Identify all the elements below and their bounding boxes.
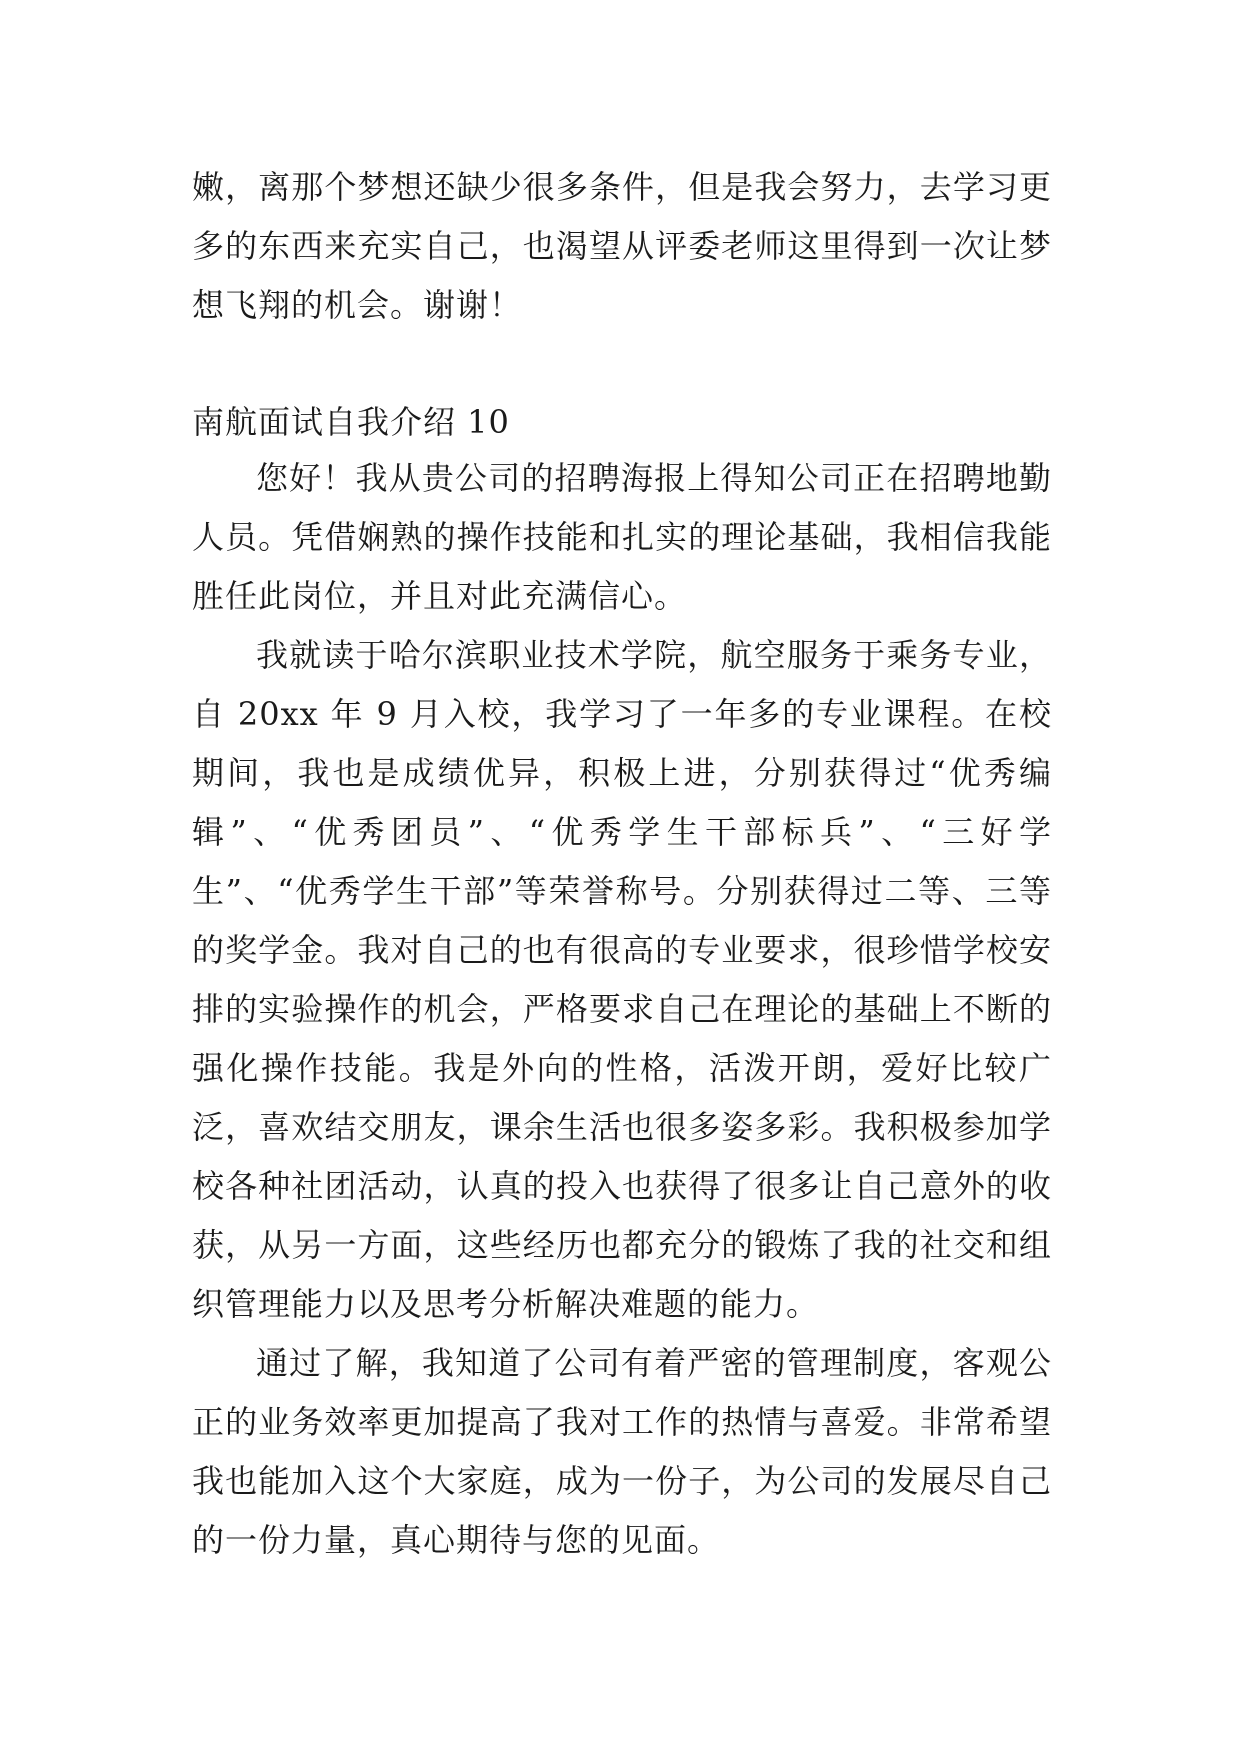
section-title: 南航面试自我介绍 10 [192, 403, 510, 441]
intro-paragraph: 嫩，离那个梦想还缺少很多条件，但是我会努力，去学习更多的东西来充实自己，也渴望从评委老师这里得到一次让梦想飞翔的机会。谢谢！ [192, 168, 1052, 324]
paragraph-education: 我就读于哈尔滨职业技术学院，航空服务于乘务专业，自 20xx 年 9 月入校，我学习了一年多的专业课程。在校期间，我也是成绩优异，积极上进，分别获得过“优秀编辑”、“优秀团员”、“优秀学生干部标兵”、“三好学生”、“优秀学生干部”等荣誉称号。分别获得过二等、三等的奖学金。我对自己的也有很高的专业要求，很珍惜学校安排的实验操作的机会，严格要求自己在理论的基础上不断的强化操作技能。我是外向的性格，活泼开朗，爱好比较广泛，喜欢结交朋友，课余生活也很多姿多彩。我积极参加学校各种社团活动，认真的投入也获得了很多让自己意外的收获，从另一方面，这些经历也都充分的锻炼了我的社交和组织管理能力以及思考分析解决难题的能力。 [192, 636, 1052, 1323]
body-text-block [192, 449, 1052, 1570]
intro-text-block [192, 158, 1052, 335]
paragraph-closing: 通过了解，我知道了公司有着严密的管理制度，客观公正的业务效率更加提高了我对工作的热情与喜爱。非常希望我也能加入这个大家庭，成为一份子，为公司的发展尽自己的一份力量，真心期待与您的见面。 [192, 1344, 1052, 1559]
paragraph-greeting: 您好！我从贵公司的招聘海报上得知公司正在招聘地勤人员。凭借娴熟的操作技能和扎实的理论基础，我相信我能胜任此岗位，并且对此充满信心。 [192, 459, 1052, 615]
